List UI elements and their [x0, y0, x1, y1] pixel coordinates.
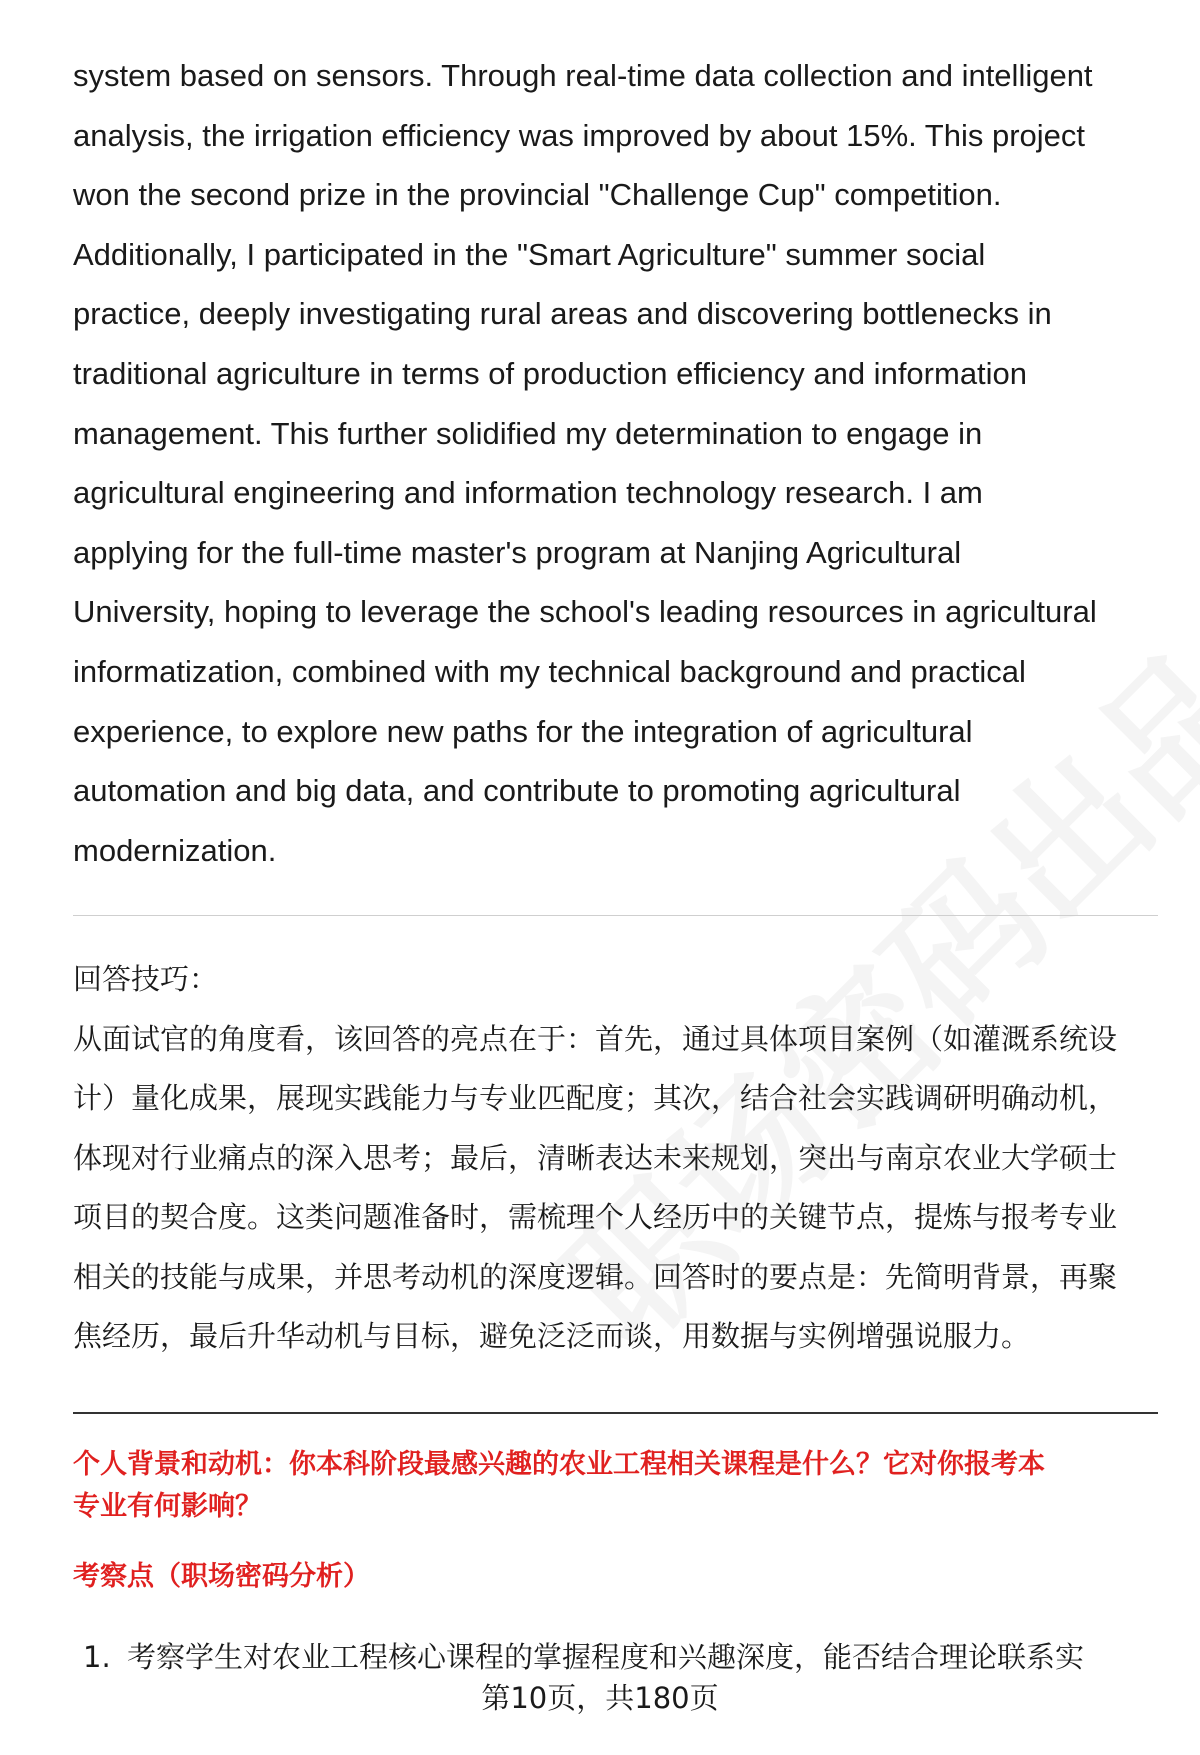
paragraph-line: traditional agriculture in terms of production efficiency and information [73, 355, 1028, 391]
paragraph-line: University, hoping to leverage the school's leading resources in agricultural [73, 594, 1097, 630]
paragraph-line: agricultural engineering and information technology research. I am [73, 475, 983, 511]
paragraph-line: experience, to explore new paths for the integration of agricultural [73, 713, 973, 749]
analysis-list-item [83, 1636, 1158, 1678]
paragraph-line: analysis, the irrigation efficiency was improved by about 15%. This project [73, 117, 1086, 153]
paragraph-line: applying for the full-time master's program at Nanjing Agricultural [73, 534, 962, 570]
paragraph-line: won the second prize in the provincial "Challenge Cup" competition. [73, 177, 1002, 213]
analysis-heading: 考察点（职场密码分析） [73, 1561, 370, 1592]
paragraph-line: automation and big data, and contribute to promoting agricultural [73, 773, 961, 809]
question-line: 个人背景和动机：你本科阶段最感兴趣的农业工程相关课程是什么？它对你报考本 [73, 1449, 1045, 1480]
tips-line: 相关的技能与成果，并思考动机的深度逻辑。回答时的要点是：先简明背景，再聚 [73, 1259, 1118, 1294]
paragraph-line: modernization. [73, 832, 277, 868]
paragraph-line: Additionally, I participated in the "Smart Agriculture" summer social [73, 236, 986, 272]
tips-line: 计）量化成果，展现实践能力与专业匹配度；其次，结合社会实践调研明确动机， [73, 1081, 1118, 1115]
tips-line: 从面试官的角度看，该回答的亮点在于：首先，通过具体项目案例（如灌溉系统设 [73, 1021, 1118, 1056]
list-item-number: 1. [83, 1640, 111, 1674]
answer-paragraph [73, 46, 1158, 880]
list-item-text: 考察学生对农业工程核心课程的掌握程度和兴趣深度，能否结合理论联系实 [127, 1640, 1085, 1674]
tips-heading: 回答技巧： [73, 962, 219, 996]
paragraph-line: management. This further solidified my determination to engage in [73, 415, 983, 451]
paragraph-line: informatization, combined with my technical background and practical [73, 653, 1026, 689]
question-title [73, 1444, 1158, 1528]
paragraph-line: practice, deeply investigating rural areas and discovering bottlenecks in [73, 296, 1052, 332]
answer-tips [73, 950, 1158, 1367]
question-divider [73, 1412, 1158, 1414]
question-line: 专业有何影响？ [73, 1491, 262, 1522]
section-divider [73, 915, 1158, 916]
tips-line: 体现对行业痛点的深入思考；最后，清晰表达未来规划，突出与南京农业大学硕士 [73, 1140, 1118, 1175]
paragraph-line: system based on sensors. Through real-time data collection and intelligent [73, 58, 1093, 93]
page-footer: 第10页，共180页 [481, 1681, 719, 1715]
tips-line: 焦经历，最后升华动机与目标，避免泛泛而谈，用数据与实例增强说服力。 [73, 1319, 1031, 1353]
document-page [73, 0, 1158, 1755]
tips-line: 项目的契合度。这类问题准备时，需梳理个人经历中的关键节点，提炼与报考专业 [73, 1200, 1118, 1234]
